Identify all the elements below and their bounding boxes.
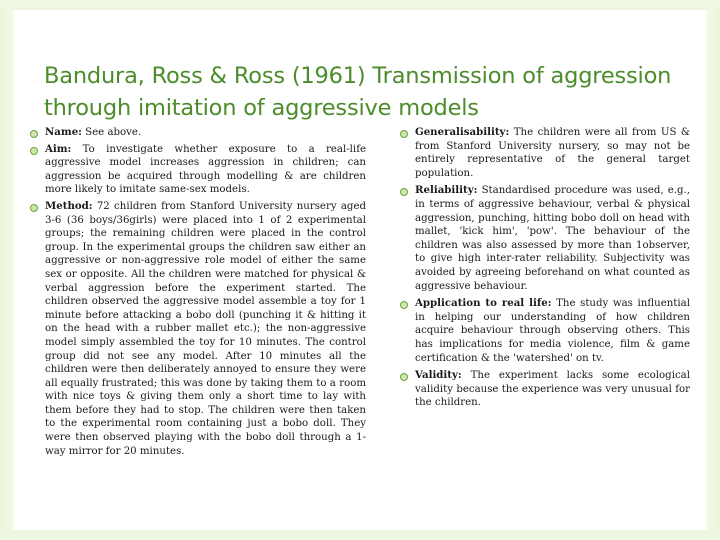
bullet-icon — [30, 147, 38, 155]
bullet-text: The study was influential in helping our understanding of how children acquire behaviour through observing others. This has implications for media violence, film & game certification & the 'watershed' on tv. — [415, 298, 690, 364]
bullet-icon — [400, 373, 408, 381]
bottom-border-decoration — [0, 530, 720, 540]
bullet-label: Application to real life: — [415, 297, 552, 310]
bullet-application — [400, 297, 690, 365]
bullet-icon — [30, 130, 38, 138]
bullet-label: Method: — [45, 199, 93, 212]
bullet-reliability — [400, 184, 690, 293]
right-border-decoration — [706, 0, 720, 540]
bullet-label: Name: — [45, 126, 82, 138]
bullet-text: To investigate whether exposure to a real-life aggressive model increases aggression in children; can aggression be acquired through modelling & are children more likely to imitate same-sex models. — [45, 143, 366, 196]
bullet-label: Reliability: — [415, 184, 478, 197]
bullet-aim — [30, 143, 366, 197]
bullet-method — [30, 200, 366, 458]
bullet-label: Generalisability: — [415, 126, 510, 138]
right-column — [400, 126, 690, 414]
bullet-icon — [30, 204, 38, 212]
bullet-name — [30, 126, 366, 140]
left-column — [30, 126, 366, 461]
bullet-text: The experiment lacks some ecological validity because the experience was very unusual for the children. — [415, 370, 690, 409]
bullet-validity — [400, 369, 690, 410]
bullet-label: Aim: — [45, 142, 72, 155]
bullet-icon — [400, 188, 408, 196]
slide-title: Bandura, Ross & Ross (1961) Transmission of aggression through imitation of aggressive models — [44, 63, 672, 121]
bullet-text: The children were all from US & from Stanford University nursery, so may not be entirely representative of the general target population. — [415, 127, 690, 179]
left-border-decoration — [0, 0, 14, 540]
bullet-icon — [400, 301, 408, 309]
bullet-text: 72 children from Stanford University nursery aged 3-6 (36 boys/36girls) were placed into 1 of 2 experimental groups; the remaining children were placed in the control group. In the experimental groups the children saw either an aggressive or non-aggressive role model of either the same sex or opposite. All the children were matched for physical & verbal aggression before the experiment started. The children observed the aggressive model assemble a toy for 1 minute before attacking a bobo doll (punching it & hitting it on the head with a rubber mallet etc.); the non-aggressive model simply assembled the toy for 10 minutes. The control group did not see any model. After 10 minutes all the children were then deliberately annoyed to ensure they were all equally frustrated; this was done by taking them to a room with nice toys & giving them only a short time to lay with them before they had to stop. The children were then taken to the experimental room containing just a bobo doll. They were then observed playing with the bobo doll through a 1-way mirror for 20 minutes. — [45, 200, 366, 457]
bullet-text: See above. — [81, 127, 142, 138]
bullet-label: Validity: — [415, 369, 462, 382]
top-border-decoration — [0, 0, 720, 10]
bullet-icon — [400, 130, 408, 138]
bullet-generalisability — [400, 126, 690, 180]
bullet-text: Standardised procedure was used, e.g., in terms of aggressive behaviour, verbal & physical aggression, punching, hitting bobo doll on head with mallet, 'kick him', 'pow'. The behaviour of the children was also assessed by more than 1observer, to give high inter-rater reliability. Subjectivity was avoided by agreeing beforehand on what counted as aggressive behaviour. — [415, 185, 690, 292]
